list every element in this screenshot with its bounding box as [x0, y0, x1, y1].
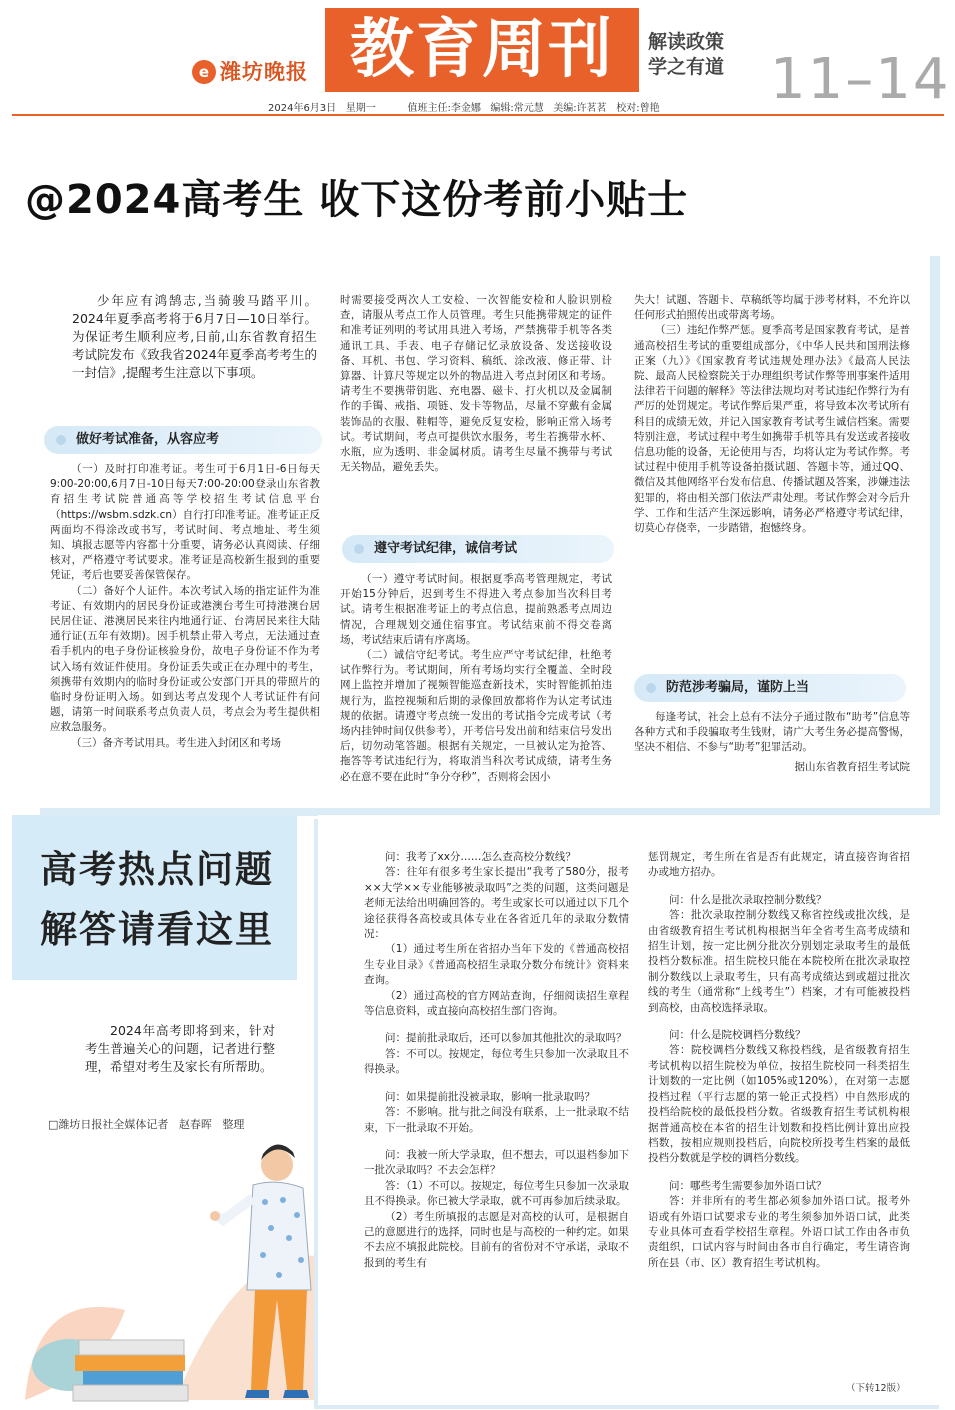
- qa-title: 高考热点问题 解答请看这里: [40, 848, 274, 951]
- slogan: [648, 30, 724, 80]
- qa-question: 问：提前批录取后，还可以参加其他批次的录取吗？: [385, 1032, 627, 1045]
- section-heading-3: 防范涉考骗局，谨防上当: [634, 674, 906, 702]
- slogan-line1: 解读政策: [648, 31, 725, 53]
- dateline: 2024年6月3日 星期一 值班主任:李金娜 编辑:常元慧 美编:许茗茗 校对:曾艳: [268, 103, 660, 114]
- bullet-dot-icon: [56, 435, 66, 445]
- masthead-divider: [12, 114, 944, 116]
- qa-question: 问：什么是院校调档分数线？: [669, 1029, 806, 1042]
- continued-notice: （下转12版）: [846, 1383, 906, 1394]
- qa-question: 问：如果提前批没被录取，影响一批录取吗？: [385, 1090, 595, 1103]
- article-column-2: 时需要接受两次人工安检、一次智能安检和人脸识别检查，请服从考点工作人员管理。考生只能携带规定的证件和准考证列明的考试用具进入考场，严禁携带手机等各类通讯工具、手表、电子存储记忆录放设备、发送接收设备、耳机、书包、学习资料、稿纸、涂改液、修正带、计算器、计算尺等规定以外的物品进入考点封闭区和考场。请考生不要携带钥匙、充电器、磁卡、打火机以及金属制作的手镯、戒指、项链、发卡等物品，尽量不穿戴有金属装饰品的衣服、鞋帽等，避免反复安检，影响正常入场考试。考试期间，考点可提供饮水服务，考生若携带水杯、水瓶，应为透明、非金属材质。请考生尽量不携带与考试无关物品，避免丢失。: [340, 294, 612, 474]
- section-heading-2: 遵守考试纪律，诚信考试: [342, 535, 614, 563]
- bullet-dot-icon: [354, 544, 364, 554]
- page-headline: @2024高考生 收下这份考前小贴士: [25, 177, 689, 223]
- article-column-3b: 每逢考试，社会上总有不法分子通过散布“助考”信息等各种方式和手段骗取考生钱财，请广大考生务必提高警惕，坚决不相信、不参与“助考”犯罪活动。 据山东省教育招生考试院: [634, 710, 910, 775]
- article-intro: 少年应有鸿鹄志,当骑骏马踏平川。2024年夏季高考将于6月7日—10日举行。为保证考生顺利应考,日前,山东省教育招生考试院发布《致我省2024年夏季高考考生的一封信》,提醒考生注意以下事项。: [72, 293, 317, 380]
- student-illustration-icon: [15, 1140, 345, 1405]
- slogan-line2: 学之有道: [648, 56, 725, 78]
- article-column-2b: （一）遵守考试时间。根据夏季高考管理规定，考试开始15分钟后，迟到考生不得进入考点参加当次科目考试。请考生根据准考证上的考点信息，提前熟悉考点周边情况，合理规划交通住宿事宜。考试结束前不得交卷离场，考试结束后请有序离场。 （二）诚信守纪考试。考生应严守考试纪律，杜绝考试作弊行为。考试期间，所有考场均实行全覆盖、全时段网上监控并增加了视频智能巡查新技术，实时智能抓拍违规行为，监控视频和后期的录像回放都将作为认定考试违规的依据。请遵守考点统一发出的考试指令完成考试（考场内挂钟时间仅供参考），开考信号发出前和结束信号发出后，切勿动笔答题。根据有关规定，一旦被认定为抢答、拖答等考试违纪行为，将取消当科次考试成绩，请考生务必在意不要在此时“争分夺秒”，否则将会因小: [340, 573, 612, 783]
- qa-intro: 2024年高考即将到来，针对考生普遍关心的问题，记者进行整理，希望对考生及家长有所帮助。: [85, 1023, 275, 1074]
- qa-column-2: 惩罚规定，考生所在省是否有此规定，请直接咨询省招办或地方招办。 问：什么是批次录取控制分数线？ 答：批次录取控制分数线又称省控线或批次线，是由省级教育招生考试机构根据当年全省考生高考成绩和招生计划，按一定比例分批次分别划定录取考生的最低投档分数标准。招生院校只能在本院校所在批次录取控制分数线以上录取考生，只有高考成绩达到或超过批次线的考生（通常称“上线考生”）档案，才有可能被投档到高校，由高校选择录取。 问：什么是院校调档分数线？ 答：院校调档分数线又称投档线，是省级教育招生考试机构以招生院校为单位，按招生院校同一科类招生计划数的一定比例（如105%或120%），在对第一志愿投档过程（平行志愿的第一轮正式投档）中自然形成的投档给院校的最低投档分数。省级教育招生考试机构根据普通高校在本省的招生计划数和投档比例计算出应投档数，按相应规则投档后，向院校所投考生档案的最低投档分数就是学校的调档分数线。 问：哪些考生需要参加外语口试？ 答：并非所有的考生都必须参加外语口试。报考外语或有外语口试要求专业的考生须参加外语口试，此类专业具体可查看学校招生章程。外语口试工作由各市负责组织，口试内容与时间由各市自行确定，考生请咨询所在县（市、区）教育招生考试机构。: [648, 851, 910, 1269]
- paper-name: 潍坊晚报: [220, 60, 308, 84]
- reporter-byline: □潍坊日报社全媒体记者 赵春晖 整理: [48, 1118, 245, 1131]
- qa-question: 问：我考了xx分……怎么查高校分数线？: [385, 851, 576, 863]
- page-range: 11–14: [770, 47, 951, 112]
- article-column-3: 失大！试题、答题卡、草稿纸等均属于涉考材料，不允许以任何形式拍照传出或带离考场。 （三）违纪作弊严惩。夏季高考是国家教育考试，是普通高校招生考试的重要组成部分，《中华人民共和国刑法修正案（九）》《国家教育考试违规处理办法》《最高人民法院、最高人民检察院关于办理组织考试作弊等刑事案件适用法律若干问题的解释》等法律法规均对考试违纪作弊行为有严厉的处罚规定。考试作弊后果严重，将导致本次考试所有科目的成绩无效，并记入国家教育考试考生诚信档案。需要特别注意，考试过程中考生如携带手机等具有发送或者接收信息功能的设备，无论使用与否，均将认定为考试作弊。考试过程中使用手机等设备拍摄试题、答题卡等，通过QQ、微信及其他网络平台发布信息、传播试题及答案，涉嫌违法犯罪的，将由相关部门依法严肃处理。考试作弊会对今后升学、工作和生活产生深远影响，请务必严格遵守考试纪律，切莫心存侥幸，一步踏错，抱憾终身。: [634, 294, 910, 535]
- qa-question: 问：什么是批次录取控制分数线？: [669, 893, 827, 906]
- article-source: 据山东省教育招生考试院: [794, 760, 910, 773]
- newspaper-logo-icon: e: [192, 60, 216, 84]
- bullet-dot-icon: [646, 683, 656, 693]
- s1-p3: （三）备齐考试用具。考生进入封闭区和考场: [71, 736, 281, 749]
- qa-question: 问：哪些考生需要参加外语口试？: [669, 1179, 827, 1192]
- qa-column-1: 问：我考了xx分……怎么查高校分数线？ 答：往年有很多考生家长提出“我考了580分，报考××大学××专业能够被录取吗”之类的问题，这类问题是老师无法给出明确回答的。考生或家长可以通过以下几个途径获得各高校或具体专业在各省近几年的录取分数情况： （1）通过考生所在省招办当年下发的《普通高校招生专业目录》《普通高校招生录取分数分布统计》资料来查询。 （2）通过高校的官方网站查询，仔细阅读招生章程等信息资料，或直接向高校招生部门咨询。 问：提前批录取后，还可以参加其他批次的录取吗？ 答：不可以。按规定，每位考生只参加一次录取且不得换录。 问：如果提前批没被录取，影响一批录取吗？ 答：不影响。批与批之间没有联系，上一批录取不结束，下一批录取不开始。 问：我被一所大学录取，但不想去，可以退档参加下一批次录取吗？不去会怎样？ 答：（1）不可以。按规定，每位考生只参加一次录取且不得换录。你已被大学录取，就不可再参加后续录取。 （2）考生所填报的志愿是对高校的认可，是根据自己的意愿进行的选择，同时也是与高校的一种约定。如果不去应不填报此院校。目前有的省份对不守承诺，录取不报到的考生有: [364, 851, 629, 1269]
- qa-question: 问：我被一所大学录取，但不想去，可以退档参加下一批次录取吗？不去会怎样？: [364, 1148, 629, 1177]
- article-column-1: （一）及时打印准考证。考生可于6月1日-6日每天9:00-20:00,6月7日-10日每天7:00-20:00登录山东省教育招生考试院普通高等学校招生考试信息平台（https://wsbm.sdzk.cn）自行打印准考证。准考证正反两面均不得涂改或书写，考试时间、考点地址、考生须知、填报志愿等内容都十分重要，请务必认真阅读、仔细核对，严格遵守考试要求。准考证是高校新生报到的重要凭证，考后也要妥善保管保存。 （二）备好个人证件。本次考试入场的指定证件为准考证、有效期内的居民身份证或港澳台考生可持港澳台居民居住证、港澳居民来往内地通行证、台湾居民来往大陆通行证(五年有效期)。因手机禁止带入考点，无法通过查看手机内的电子身份证核验身份，故电子身份证不作为考试入场有效证件使用。身份证丢失或正在办理中的考生，须携带有效期内的临时身份证或公安部门开具的带照片的临时身份证明入场。如到达考点发现个人考试证件有问题，请第一时间联系考点负责人员，考点会为考生提供相应救急服务。 （三）备齐考试用具。考生进入封闭区和考场: [50, 462, 320, 751]
- section-heading-1: 做好考试准备，从容应考: [44, 426, 322, 454]
- supplement-title: 教育周刊: [325, 8, 639, 92]
